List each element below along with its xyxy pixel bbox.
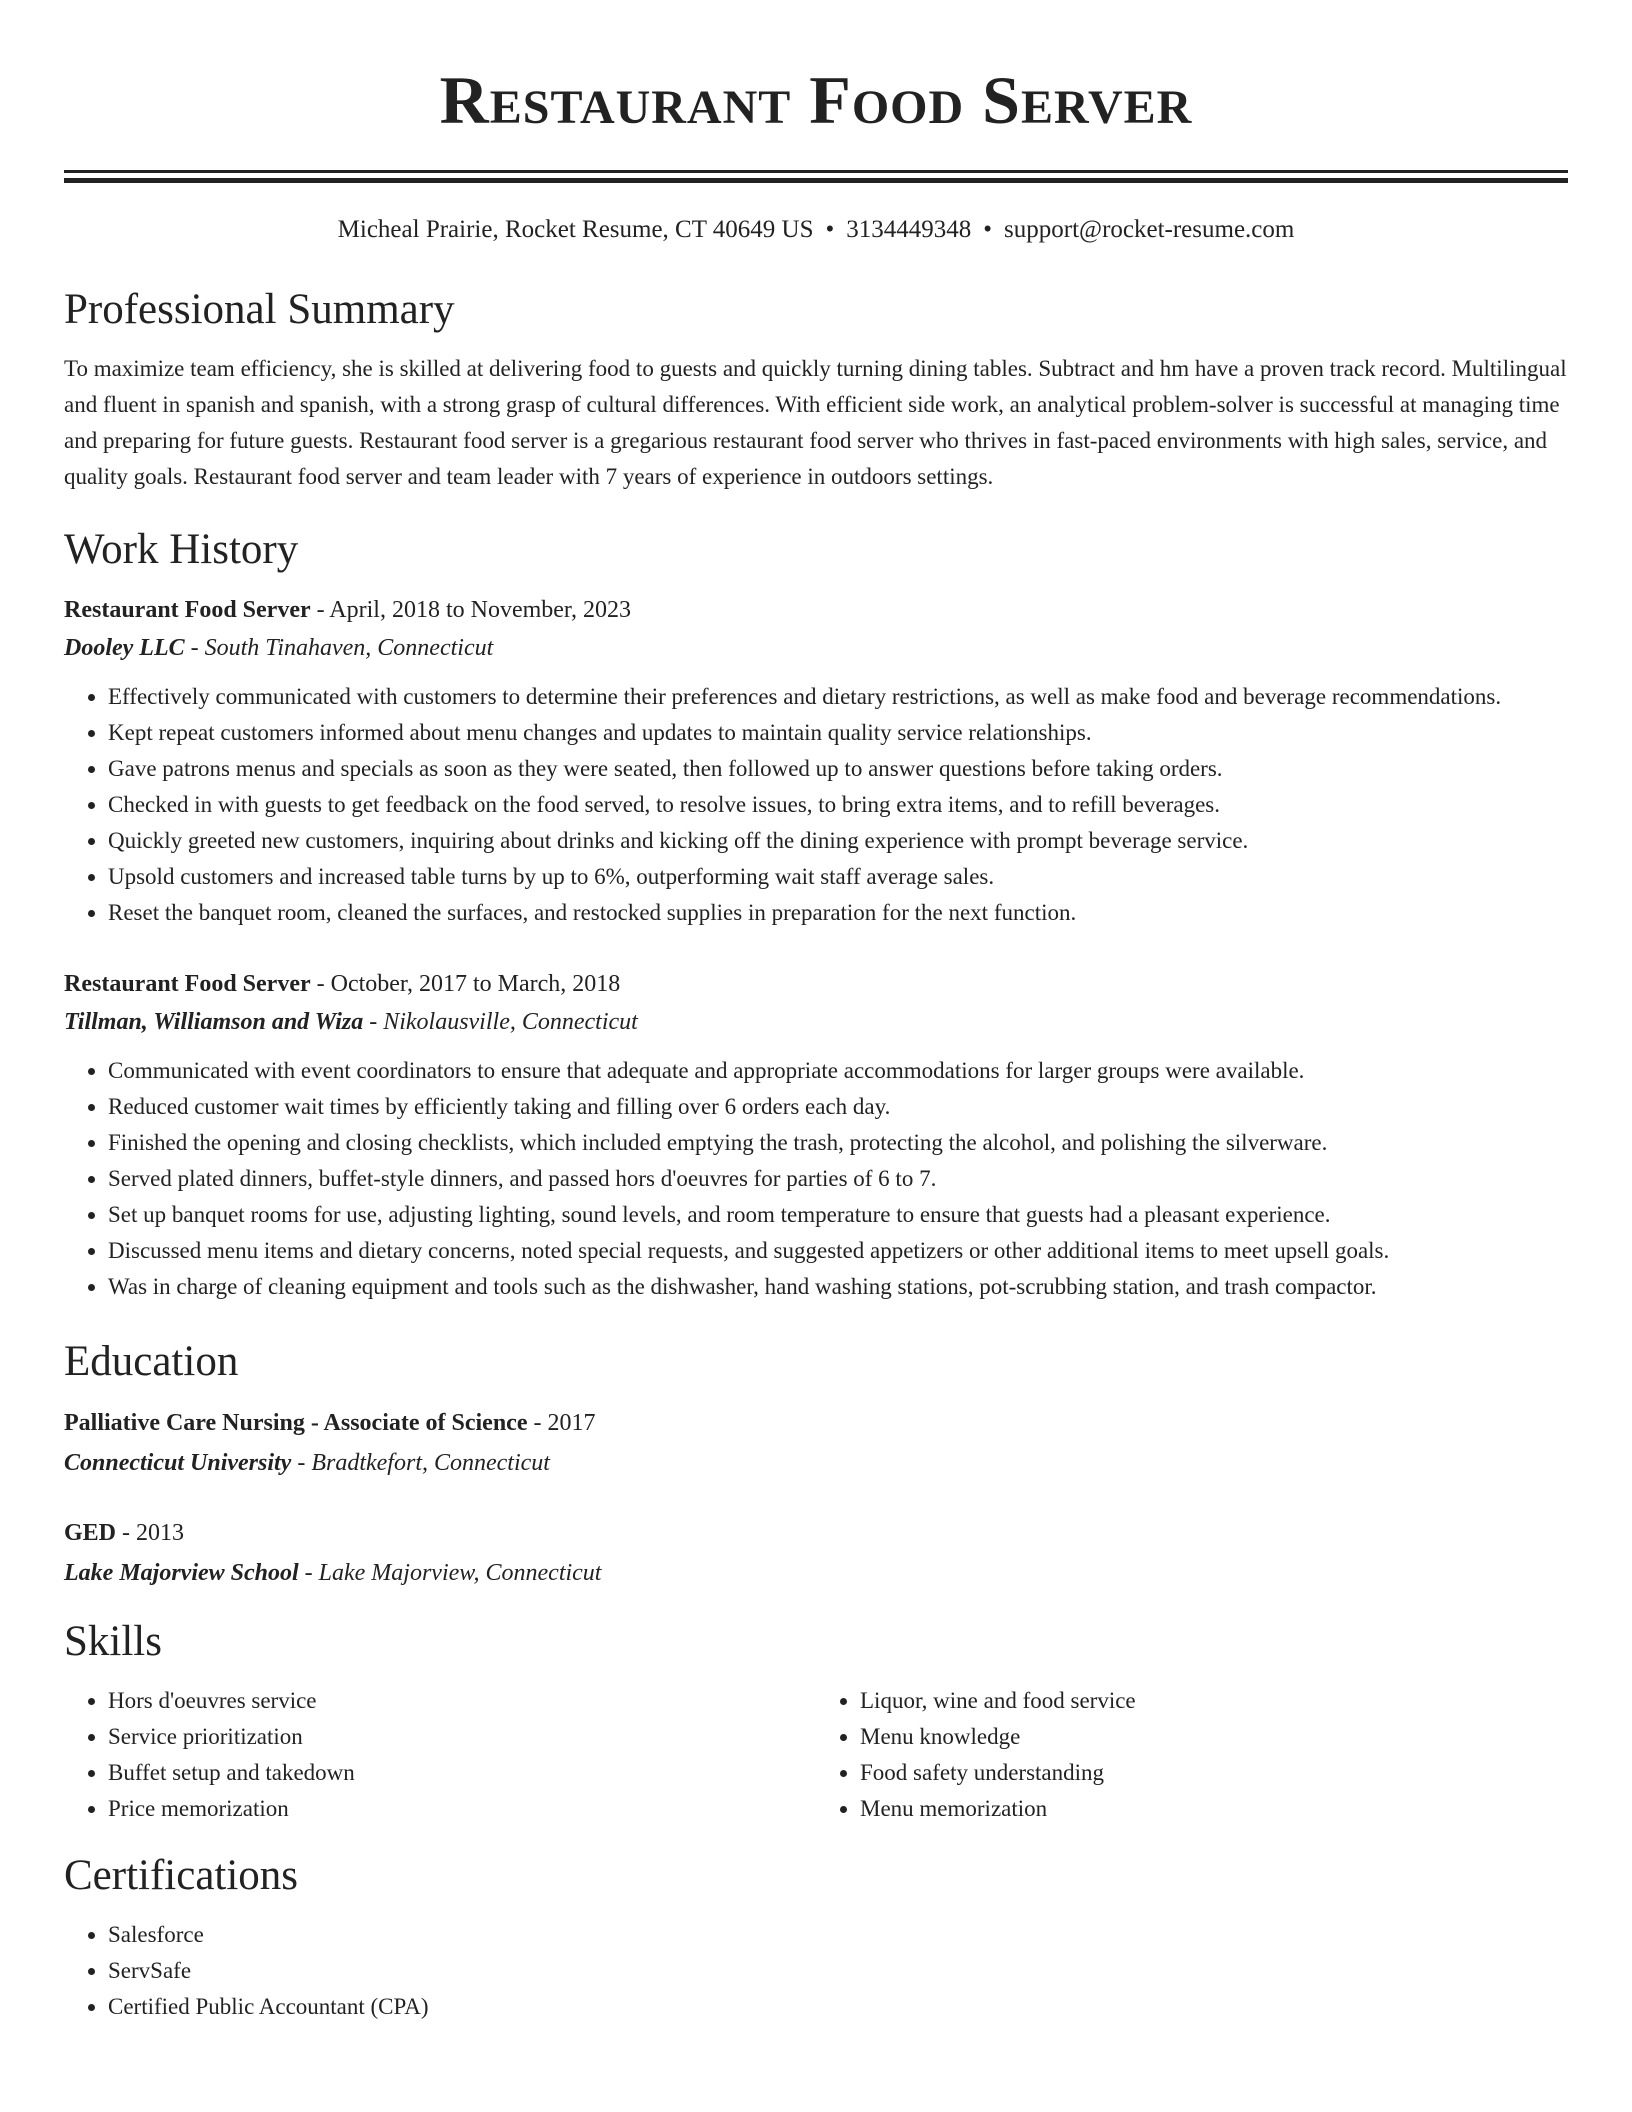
contact-line [64, 213, 1568, 247]
job-title-line [64, 965, 1568, 1003]
education-school-line [64, 1443, 1568, 1483]
job-location: - Nikolausville, Connecticut [363, 1009, 638, 1035]
certification-item: • Certified Public Accountant (CPA) [108, 1989, 1568, 2025]
education-school: Lake Majorview School [64, 1560, 299, 1586]
job-bullet: • Discussed menu items and dietary concerns, noted special requests, and suggested appetizers or other additional items to meet upsell goals. [108, 1233, 1568, 1269]
education-year: - 2017 [527, 1410, 596, 1436]
header-rule-top [64, 170, 1568, 173]
job-bullets [64, 1053, 1568, 1305]
skill-item: • Food safety understanding [860, 1755, 1568, 1791]
job-entry [64, 965, 1568, 1305]
education-degree-line [64, 1403, 1568, 1443]
summary-text: To maximize team efficiency, she is skilled at delivering food to guests and quickly turning dining tables. Subtract and hm have a proven track record. Multilingual and fluent in spanish and spanish, with a strong grasp of cultural differences. With efficient side work, an analytical problem-solver is successful at managing time and preparing for future guests. Restaurant food server is a gregarious restaurant food server who thrives in fast-paced environments with high sales, service, and quality goals. Restaurant food server and team leader with 7 years of experience in outdoors settings. [64, 356, 1567, 489]
skill-item: • Liquor, wine and food service [860, 1683, 1568, 1719]
education-entry [64, 1403, 1568, 1483]
skill-item: • Price memorization [108, 1791, 816, 1827]
skills-heading: Skills [64, 1618, 162, 1665]
job-bullet: • Communicated with event coordinators to ensure that adequate and appropriate accommodations for larger groups were available. [108, 1053, 1568, 1089]
skills-grid [64, 1683, 1568, 1827]
education-school: Connecticut University [64, 1450, 292, 1476]
education-degree-line [64, 1513, 1568, 1553]
education-degree: GED [64, 1520, 117, 1546]
contact-email: support@rocket-resume.com [1004, 216, 1295, 243]
skills-column-left [64, 1683, 816, 1827]
contact-separator: • [825, 216, 835, 243]
header-rule-bottom [64, 178, 1568, 183]
job-dates: - October, 2017 to March, 2018 [310, 971, 621, 997]
job-bullet: • Quickly greeted new customers, inquiring about drinks and kicking off the dining experience with prompt beverage service. [108, 823, 1568, 859]
job-role: Restaurant Food Server [64, 971, 311, 997]
education-entry [64, 1513, 1568, 1593]
job-bullet: • Gave patrons menus and specials as soon as they were seated, then followed up to answer questions before taking orders. [108, 751, 1568, 787]
job-employer-line [64, 1003, 1568, 1041]
job-bullet: • Reduced customer wait times by efficiently taking and filling over 6 orders each day. [108, 1089, 1568, 1125]
job-bullet: • Was in charge of cleaning equipment and tools such as the dishwasher, hand washing stations, pot-scrubbing station, and trash compactor. [108, 1269, 1568, 1305]
resume-name: Restaurant Food Server [439, 62, 1193, 138]
contact-phone: 3134449348 [846, 216, 972, 243]
job-bullet: • Checked in with guests to get feedback on the food served, to resolve issues, to bring extra items, and to refill beverages. [108, 787, 1568, 823]
education-heading: Education [64, 1338, 239, 1385]
contact-separator: • [983, 216, 993, 243]
education-location: - Lake Majorview, Connecticut [298, 1560, 602, 1586]
skills-column-right [816, 1683, 1568, 1827]
job-bullet: • Set up banquet rooms for use, adjusting lighting, sound levels, and room temperature to ensure that guests had a pleasant experience. [108, 1197, 1568, 1233]
job-bullets [64, 679, 1568, 931]
skill-item: • Buffet setup and takedown [108, 1755, 816, 1791]
skill-item: • Menu memorization [860, 1791, 1568, 1827]
contact-address: Micheal Prairie, Rocket Resume, CT 40649 US [337, 216, 814, 243]
education-location: - Bradtkefort, Connecticut [291, 1450, 550, 1476]
summary-heading: Professional Summary [64, 286, 455, 333]
skill-item: • Menu knowledge [860, 1719, 1568, 1755]
job-bullet: • Served plated dinners, buffet-style dinners, and passed hors d'oeuvres for parties of 6 to 7. [108, 1161, 1568, 1197]
job-role: Restaurant Food Server [64, 597, 311, 623]
certifications-heading: Certifications [64, 1852, 299, 1899]
work-history-heading: Work History [64, 526, 299, 573]
certifications-list [64, 1917, 1568, 2025]
job-bullet: • Kept repeat customers informed about menu changes and updates to maintain quality service relationships. [108, 715, 1568, 751]
education-degree: Palliative Care Nursing - Associate of Science [64, 1410, 528, 1436]
job-employer: Tillman, Williamson and Wiza [64, 1009, 364, 1035]
skill-item: • Service prioritization [108, 1719, 816, 1755]
job-employer: Dooley LLC [64, 635, 185, 661]
education-year: - 2013 [116, 1520, 185, 1546]
job-bullet: • Upsold customers and increased table turns by up to 6%, outperforming wait staff average sales. [108, 859, 1568, 895]
job-bullet: • Effectively communicated with customers to determine their preferences and dietary restrictions, as well as make food and beverage recommendations. [108, 679, 1568, 715]
certification-item: • ServSafe [108, 1953, 1568, 1989]
education-school-line [64, 1553, 1568, 1593]
job-bullet: • Finished the opening and closing checklists, which included emptying the trash, protecting the alcohol, and polishing the silverware. [108, 1125, 1568, 1161]
job-dates: - April, 2018 to November, 2023 [310, 597, 631, 623]
certification-item: • Salesforce [108, 1917, 1568, 1953]
job-bullet: • Reset the banquet room, cleaned the surfaces, and restocked supplies in preparation for the next function. [108, 895, 1568, 931]
job-title-line [64, 591, 1568, 629]
job-employer-line [64, 629, 1568, 667]
skill-item: • Hors d'oeuvres service [108, 1683, 816, 1719]
job-entry [64, 591, 1568, 931]
job-location: - South Tinahaven, Connecticut [184, 635, 494, 661]
